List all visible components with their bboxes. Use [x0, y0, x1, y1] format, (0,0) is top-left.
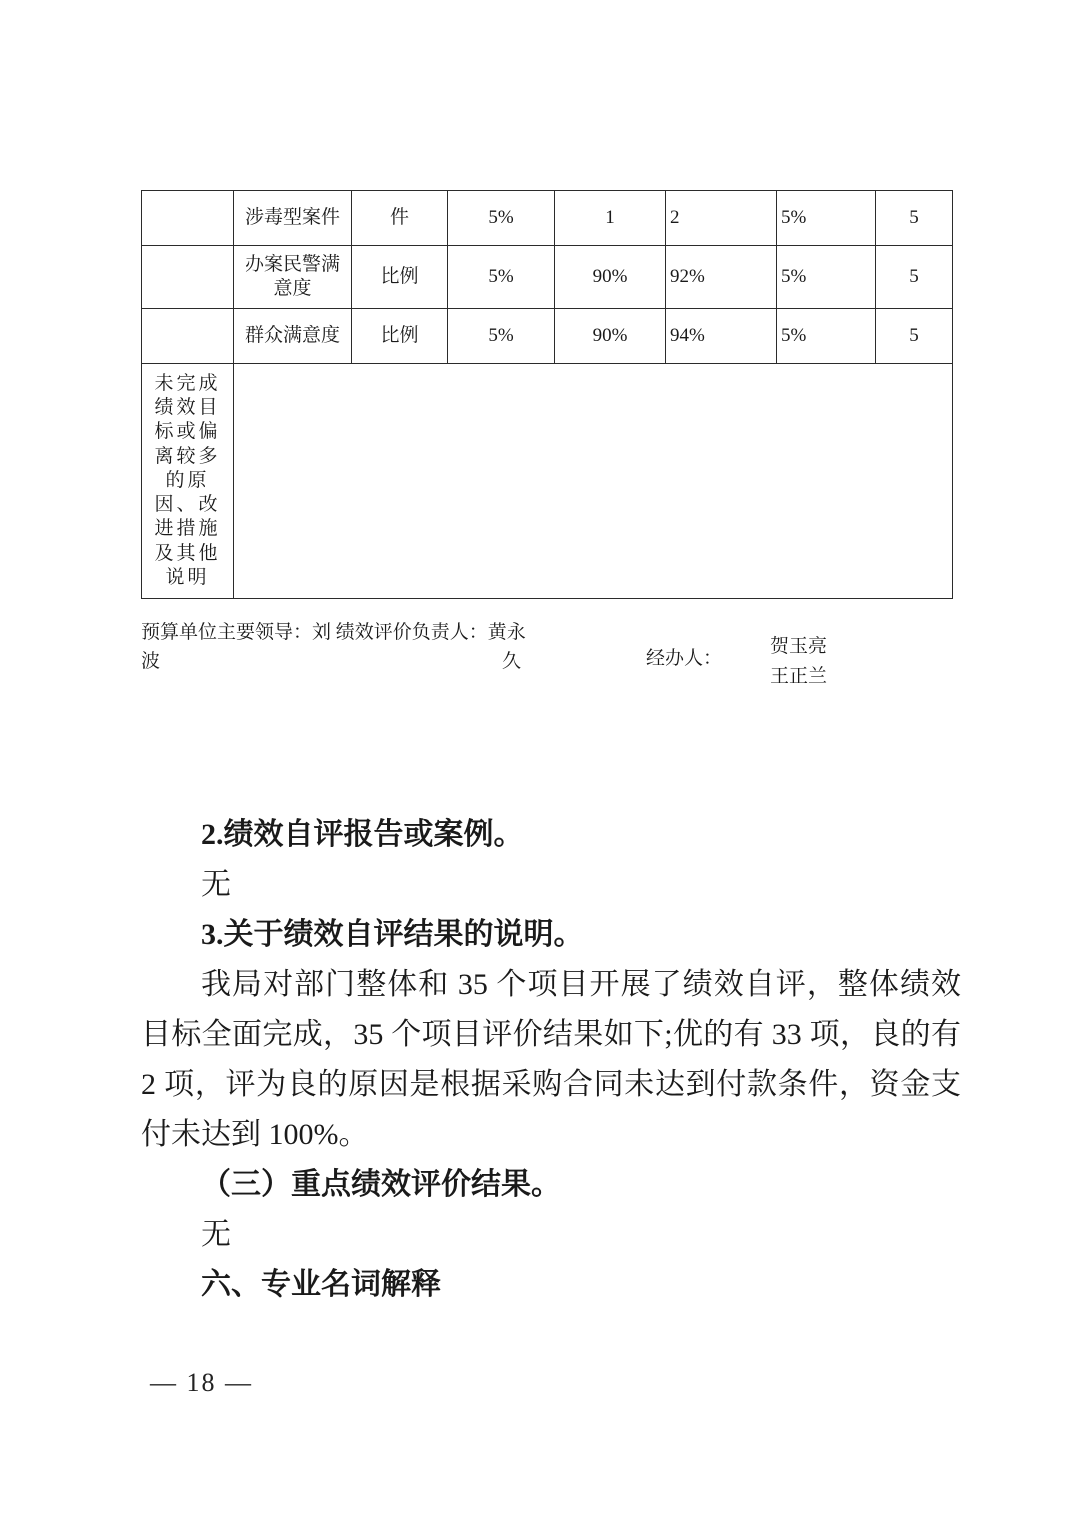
evaluator-label: 绩效评价负责人：黄永: [335, 622, 526, 643]
table-cell-target: 1: [555, 191, 666, 246]
table-cell-weight: 5%: [448, 246, 555, 309]
table-cell-actual: 92%: [666, 246, 777, 309]
heading-san-key-results: （三）重点绩效评价结果。: [201, 1168, 561, 1201]
table-row: [142, 309, 953, 364]
note-content-cell: [234, 364, 953, 599]
document-body: [141, 810, 961, 1310]
table-cell-deviation: 5%: [777, 191, 876, 246]
table-row: [142, 191, 953, 246]
table-cell-target: 90%: [555, 246, 666, 309]
signature-right-group: [646, 632, 827, 693]
table-cell-score: 5: [876, 309, 953, 364]
table-cell-name: 办案民警满意度: [234, 246, 352, 309]
table-cell-deviation: 5%: [777, 309, 876, 364]
table-cell-actual: 94%: [666, 309, 777, 364]
answer-none-1: 无: [201, 868, 231, 901]
handler-name-first: 贺玉亮: [770, 636, 828, 657]
table-cell-weight: 5%: [448, 309, 555, 364]
heading-six-terminology: 六、专业名词解释: [201, 1268, 441, 1301]
table-row-note: [142, 364, 953, 599]
heading-3-result-note: 3.关于绩效自评结果的说明。: [201, 918, 584, 951]
paragraph-self-eval-result: 我局对部门整体和 35 个项目开展了绩效自评，整体绩效目标全面完成，35 个项目评价结果如下;优的有 33 项，良的有 2 项，评为良的原因是根据采购合同未达到付款条件，资金支付未达到 100%。: [141, 968, 961, 1151]
leader-label: 预算单位主要领导：刘: [141, 622, 332, 643]
table-cell-name: 群众满意度: [234, 309, 352, 364]
evaluator-name-cont: 久: [501, 651, 521, 673]
note-label-cell: 未完成绩效目标或偏离较多的原因、改进措施及其他说明: [142, 364, 234, 599]
page-number: — 18 —: [150, 1368, 253, 1397]
table-cell-name: 涉毒型案件: [234, 191, 352, 246]
table-cell-unit: 比例: [352, 309, 448, 364]
table-cell-unit: 件: [352, 191, 448, 246]
table-cell-weight: 5%: [448, 191, 555, 246]
signature-line-1: [141, 618, 531, 647]
table-row: [142, 246, 953, 309]
table-cell-deviation: 5%: [777, 246, 876, 309]
table-cell-index: [142, 246, 234, 309]
table-cell-actual: 2: [666, 191, 777, 246]
table-cell-score: 5: [876, 246, 953, 309]
table-cell-index: [142, 309, 234, 364]
heading-2-self-eval-report: 2.绩效自评报告或案例。: [201, 818, 524, 851]
signature-line-2: [141, 647, 521, 676]
handler-name-second: 王正兰: [770, 666, 828, 688]
leader-name-cont: 波: [141, 651, 161, 673]
table-cell-unit: 比例: [352, 246, 448, 309]
performance-indicator-table: [141, 190, 953, 599]
signature-left-group: [141, 618, 531, 677]
table-cell-score: 5: [876, 191, 953, 246]
handler-names: [770, 632, 827, 693]
handler-label: 经办人：: [646, 648, 723, 669]
table-cell-index: [142, 191, 234, 246]
table-cell-target: 90%: [555, 309, 666, 364]
answer-none-2: 无: [201, 1218, 231, 1251]
